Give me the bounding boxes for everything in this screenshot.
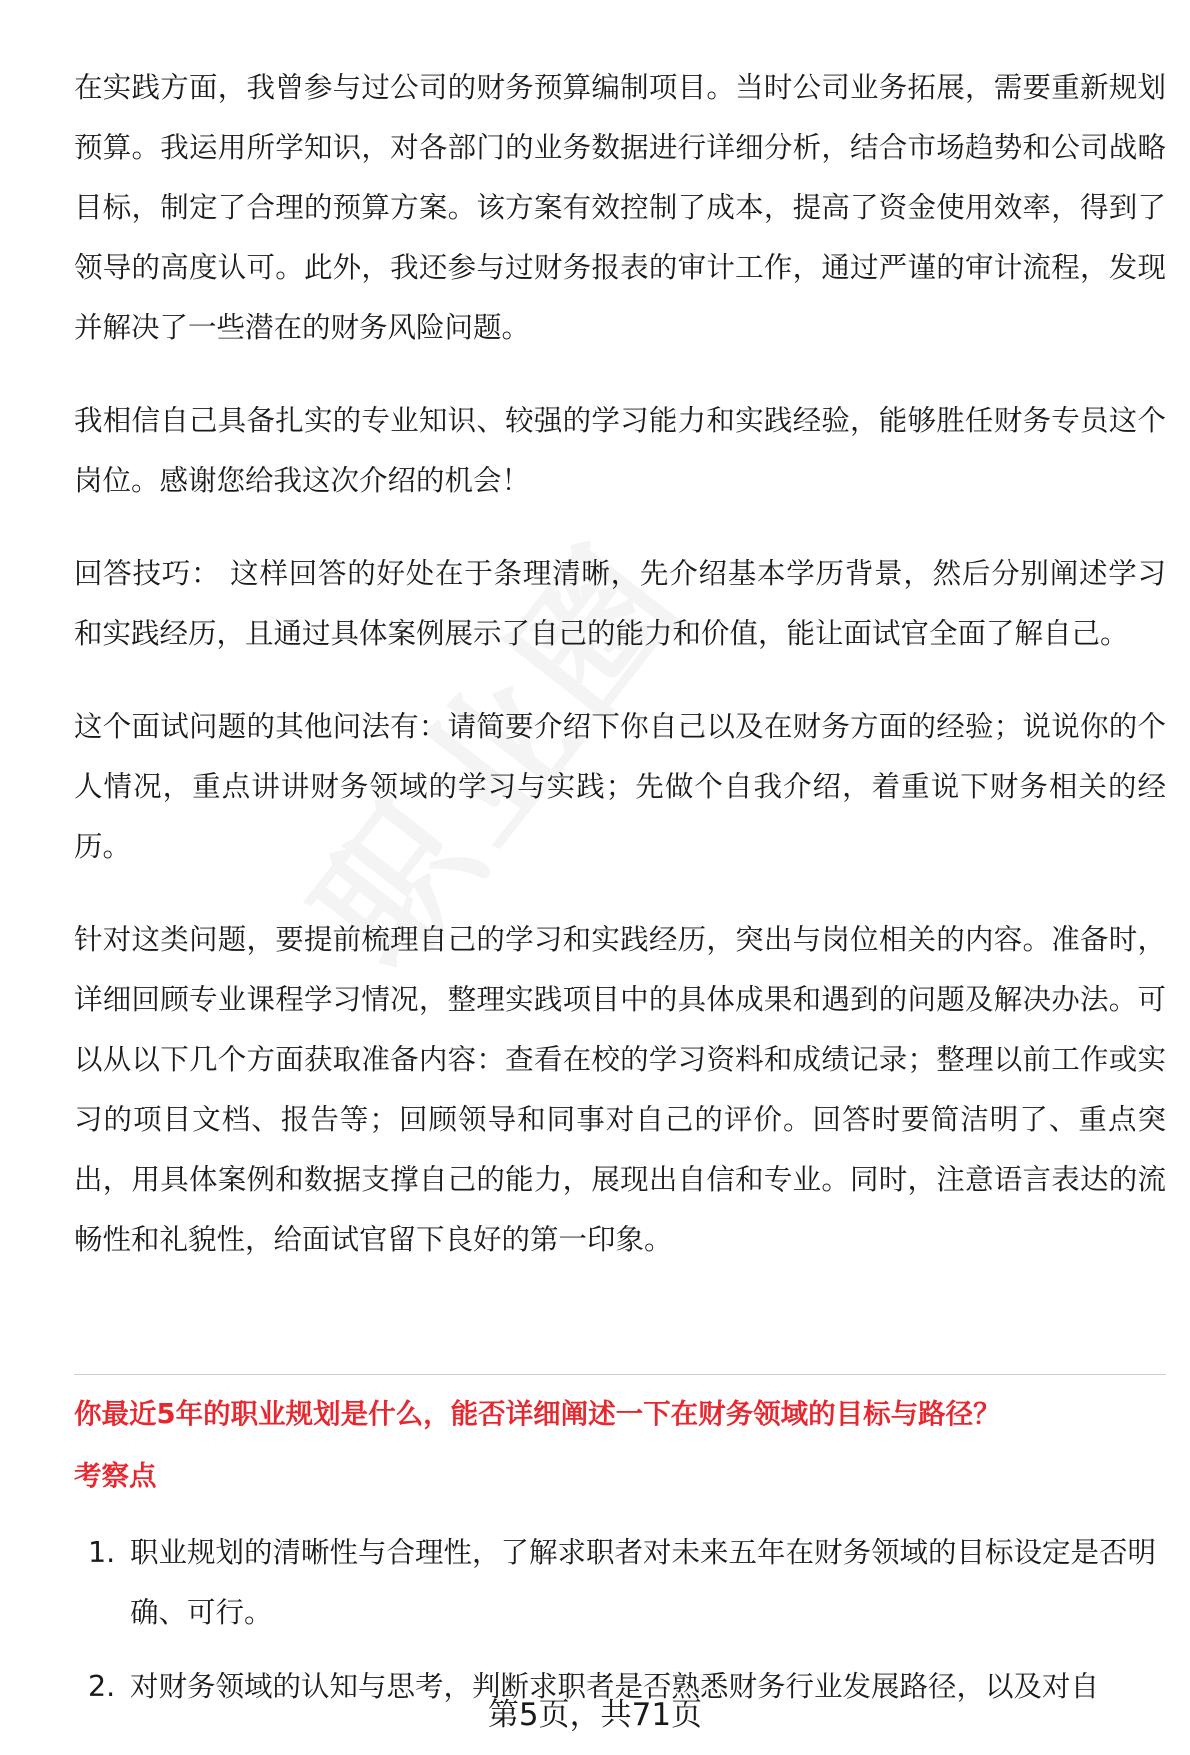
paragraph-practice: 在实践方面，我曾参与过公司的财务预算编制项目。当时公司业务拓展，需要重新规划预算。我运用所学知识，对各部门的业务数据进行详细分析，结合市场趋势和公司战略目标，制定了合理的预算方案。该方案有效控制了成本，提高了资金使用效率，得到了领导的高度认可。此外，我还参与过财务报表的审计工作，通过严谨的审计流程，发现并解决了一些潜在的财务风险问题。 <box>74 71 1166 344</box>
paragraph-preparation: 针对这类问题，要提前梳理自己的学习和实践经历，突出与岗位相关的内容。准备时，详细回顾专业课程学习情况，整理实践项目中的具体成果和遇到的问题及解决办法。可以从以下几个方面获取准备内容：查看在校的学习资料和成绩记录；整理以前工作或实习的项目文档、报告等；回顾领导和同事对自己的评价。回答时要简洁明了、重点突出，用具体案例和数据支撑自己的能力，展现出自信和专业。同时，注意语言表达的流畅性和礼貌性，给面试官留下良好的第一印象。 <box>74 923 1166 1256</box>
list-item-number: 2. <box>88 1670 116 1703</box>
paragraph-closing: 我相信自己具备扎实的专业知识、较强的学习能力和实践经验，能够胜任财务专员这个岗位。感谢您给我这次介绍的机会！ <box>74 404 1166 497</box>
list-item <box>74 1523 1166 1643</box>
section-divider <box>74 1374 1166 1375</box>
section-label-assessment-points: 考察点 <box>74 1460 157 1492</box>
document-body <box>74 58 1166 1303</box>
paragraph-alternative-questions: 这个面试问题的其他问法有：请简要介绍下你自己以及在财务方面的经验；说说你的个人情况，重点讲讲财务领域的学习与实践；先做个自我介绍，着重说下财务相关的经历。 <box>74 710 1166 863</box>
page-number-footer: 第5页，共71页 <box>487 1697 703 1733</box>
list-item-text: 职业规划的清晰性与合理性，了解求职者对未来五年在财务领域的目标设定是否明确、可行。 <box>130 1536 1157 1629</box>
paragraph-answer-tips: 回答技巧： 这样回答的好处在于条理清晰，先介绍基本学历背景，然后分别阐述学习和实践经历，且通过具体案例展示了自己的能力和价值，能让面试官全面了解自己。 <box>74 557 1166 650</box>
list-item-text: 对财务领域的认知与思考，判断求职者是否熟悉财务行业发展路径，以及对自 <box>130 1670 1100 1703</box>
interview-question: 你最近5年的职业规划是什么，能否详细阐述一下在财务领域的目标与路径？ <box>74 1398 1001 1430</box>
list-item-number: 1. <box>88 1536 116 1569</box>
